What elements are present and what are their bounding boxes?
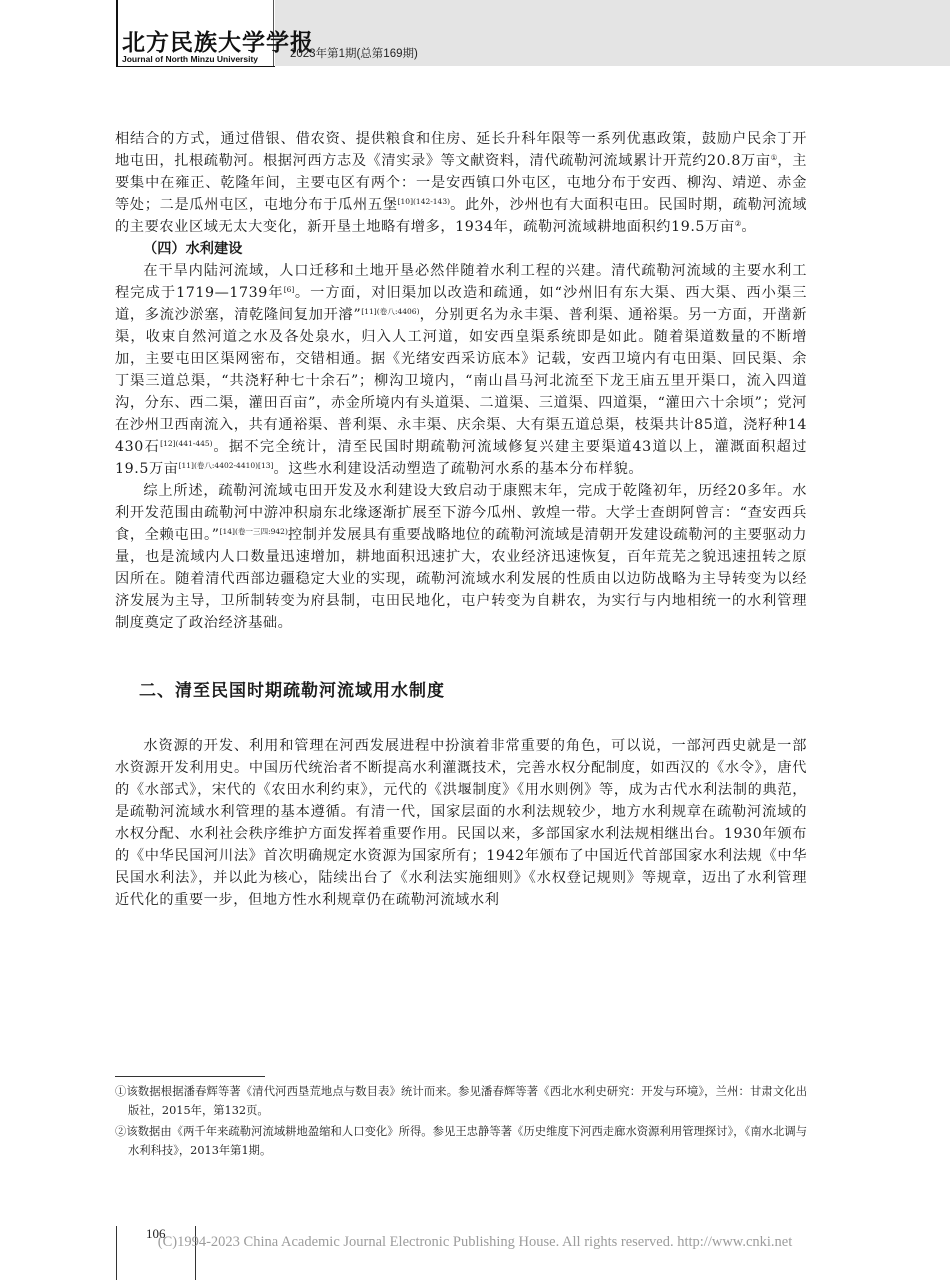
- page-number: 106: [146, 1226, 166, 1241]
- section-heading: 二、清至民国时期疏勒河流域用水制度: [139, 681, 445, 701]
- issue-info: 2023年第1期(总第169期): [290, 48, 418, 60]
- citation: [6]: [283, 285, 295, 294]
- journal-title-cn: 北方民族大学学报: [122, 29, 314, 56]
- journal-logo: [112, 18, 314, 70]
- citation: [11](卷八:4406): [361, 307, 420, 316]
- footnote-ref[interactable]: ②: [734, 219, 742, 228]
- citation: [11](卷八:4402-4410)[13]: [178, 461, 274, 470]
- paragraph: 相结合的方式，通过借银、借农资、提供粮食和住房、延长升科年限等一系列优惠政策，鼓励户民余丁开地屯田，扎根疏勒河。根据河西方志及《清实录》等文献资料，清代疏勒河流域累计开荒约20.8万亩①，主要集中在雍正、乾隆年间，主要屯区有两个：一是安西镇口外屯区，屯地分布于安西、柳沟、靖逆、赤金等处；二是瓜州屯区，屯地分布于瓜州五堡$^{[10](142-143)}$。此外，沙州也有大面积屯田。民国时期，疏勒河流域的主要农业区域无太大变化，新开垦土地略有增多，1934年，疏勒河流域耕地面积约19.5万亩②。: [115, 131, 807, 235]
- paragraph: 综上所述，疏勒河流域屯田开发及水利建设大致启动于康熙末年，完成于乾隆初年，历经20多年。水利开发范围由疏勒河中游冲积扇东北缘逐渐扩展至下游今瓜州、敦煌一带。大学士查朗阿曾言：“查安西兵食，全赖屯田。”$^{[14](卷一三四:942)}$控制并发展具有重要战略地位的疏勒河流域是清朝开发建设疏勒河的主要驱动力量，也是流域内人口数量迅速增加，耕地面积迅速扩大，农业经济迅速恢复，百年荒芜之貌迅速扭转之原因所在。随着清代西部边疆稳定大业的实现，疏勒河流域水利发展的性质由以边防战略为主导转变为以经济发展为主导，卫所制转变为府县制，屯田民地化，屯户转变为自耕农，为实行与内地相统一的水利管理制度奠定了政治经济基础。: [115, 483, 807, 631]
- citation: [12](441-445): [160, 439, 213, 448]
- paragraph: 水资源的开发、利用和管理在河西发展进程中扮演着非常重要的角色，可以说，一部河西史就是一部水资源开发利用史。中国历代统治者不断提高水利灌溉技术，完善水权分配制度，如西汉的《水令》，唐代的《水部式》，宋代的《农田水利约束》，元代的《洪堰制度》《用水则例》等，成为古代水利法制的典范，是疏勒河流域水利管理的基本遵循。有清一代，国家层面的水利法规较少，地方水利规章在疏勒河流域的水权分配、水利社会秩序维护方面发挥着重要作用。民国以来，多部国家水利法规相继出台。1930年颁布的《中华民国河川法》首次明确规定水资源为国家所有；1942年颁布了中国近代首部国家水利法规《中华民国水利法》，并以此为核心，陆续出台了《水利法实施细则》《水权登记规则》等规章，迈出了水利管理近代化的重要一步，但地方性水利规章仍在疏勒河流域水利: [115, 738, 807, 908]
- journal-header: [0, 0, 950, 70]
- footnote-ref[interactable]: ①: [770, 153, 778, 162]
- footnote: ②该数据由《两千年来疏勒河流域耕地盈缩和人口变化》所得。参见王忠静等著《历史维度下河西走廊水资源利用管理探讨》，《南水北调与水利科技》，2013年第1期。: [115, 1125, 807, 1157]
- copyright-watermark: (C)1994-2023 China Academic Journal Electronic Publishing House. All rights reserved. http://www.cnki.net: [157, 1234, 793, 1250]
- paragraph: 在干旱内陆河流域，人口迁移和土地开垦必然伴随着水利工程的兴建。清代疏勒河流域的主要水利工程完成于1719—1739年[6]。一方面，对旧渠加以改造和疏通，如“沙州旧有东大渠、西大渠、西小渠三道，多流沙淤塞，清乾隆间复加开濬”$^{[11](卷八:4406)}$，分别更名为永丰渠、普利渠、通裕渠。另一方面，开凿新渠，收束自然河道之水及各处泉水，归入人工河道，如安西皇渠系统即是如此。随着渠道数量的不断增加，主要屯田区渠网密布，交错相通。据《光绪安西采访底本》记载，安西卫境内有屯田渠、回民渠、余丁渠三道总渠，“共浇籽种七十余石”；柳沟卫境内，“南山昌马河北流至下龙王庙五里开渠口，流入四道沟，分东、西二渠，灌田百亩”，赤金所境内有头道渠、二道渠、三道渠、四道渠，“灌田六十余顷”；党河在沙州卫西南流入，共有通裕渠、普利渠、永丰渠、庆余渠、大有渠五道总渠，枝渠共计85道，浇籽种14 430石$^{[12](441-445)}$。据不完全统计，清至民国时期疏勒河流域修复兴建主要渠道43道以上，灌溉面积超过19.5万亩[11](卷八:4402-4410)[13]。这些水利建设活动塑造了疏勒河水系的基本分布样貌。: [115, 263, 808, 477]
- article-body: [115, 128, 807, 911]
- journal-title-en: Journal of North Minzu University: [122, 54, 259, 64]
- citation: [10](142-143): [397, 197, 451, 206]
- footnotes: [115, 1082, 807, 1162]
- footnote-divider: [115, 1076, 265, 1077]
- footnote: ①该数据根据潘春辉等著《清代河西垦荒地点与数目表》统计而来。参见潘春辉等著《西北水利史研究：开发与环境》，兰州：甘肃文化出版社，2015年，第132页。: [115, 1085, 807, 1117]
- citation: [14](卷一三四:942): [219, 527, 288, 536]
- subsection-heading: （四）水利建设: [143, 241, 243, 257]
